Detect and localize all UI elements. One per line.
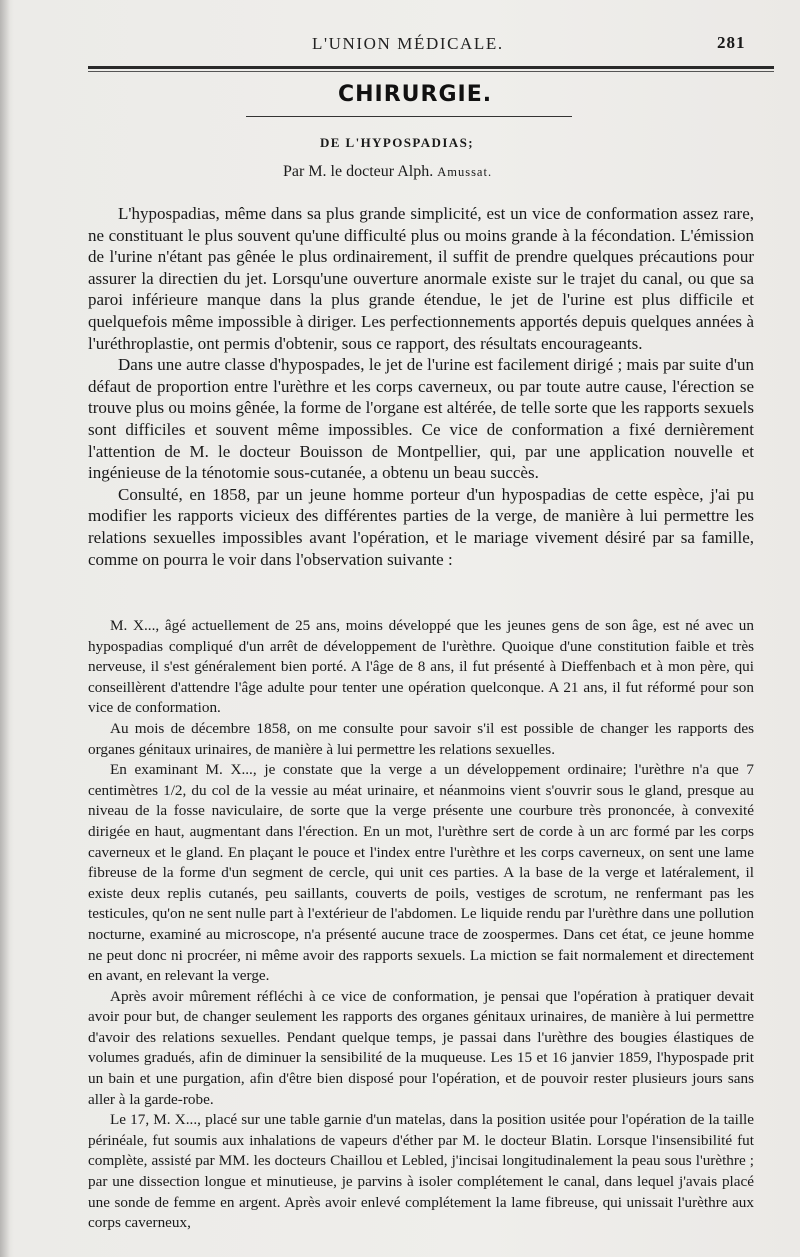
page-number: 281 <box>717 33 746 52</box>
running-head: L'UNION MÉDICALE. <box>312 34 504 53</box>
body-paragraph: Dans une autre classe d'hypospades, le jet de l'urine est facilement dirigé ; mais par suite d'un défaut de proportion entre l'urèthre et les corps caverneux, ou par toute autre cause, l'érection se trouve plus ou moins gênée, la forme de l'organe est altérée, de telle sorte que les rapports sexuels sont difficiles et souvent même impossibles. Ce vice de conformation a fixé dernièrement l'attention de M. le docteur Bouisson de Montpellier, qui, par une application nouvelle et ingénieuse de la ténotomie sous-cutanée, a obtenu un beau succès. <box>88 355 754 483</box>
article-title: DE L'HYPOSPADIAS; <box>320 135 474 150</box>
byline <box>283 163 492 181</box>
observation-paragraph: Après avoir mûrement réfléchi à ce vice de conformation, je pensai que l'opération à pratiquer devait avoir pour but, de changer seulement les rapports des organes génitaux urinaires, de manière à lui permettre d'avoir des relations sexuelles. Pendant quelque temps, je passai dans l'urèthre des bougies élastiques de volumes gradués, afin de diminuer la sensibilité de la muqueuse. Les 15 et 16 janvier 1859, l'hypospade prit un bain et une purgation, afin d'être bien disposé pour l'opération, et de pouvoir rester plusieurs jours sans aller à la garde-robe. <box>88 987 754 1108</box>
observation-section <box>88 616 754 1234</box>
header-rule-thin <box>88 71 774 72</box>
observation-paragraph: En examinant M. X..., je constate que la verge a un développement ordinaire; l'urèthre n'a que 7 centimètres 1/2, du col de la vessie au méat urinaire, et néanmoins vient s'ouvrir sous le gland, presque au niveau de la fosse naviculaire, de sorte que la verge présente une courbure très prononcée, à convexité dirigée en haut, augmentant dans l'érection. En un mot, l'urèthre sert de corde à un arc formé par les corps caverneux et le gland. En plaçant le pouce et l'index entre l'urèthre et les corps caverneux, on sent une lame fibreuse de la forme d'un segment de cercle, qui unit ces parties. A la base de la verge et latéralement, il existe deux replis cutanés, peu saillants, couverts de poils, vestiges de scrotum, ne renfermant pas les testicules, qu'on ne sent nulle part à l'extérieur de l'abdomen. Le liquide rendu par l'urèthre dans une pollution nocturne, examiné au microscope, n'a présenté aucune trace de zoospermes. Dans cet état, ce jeune homme ne peut donc ni procréer, ni même avoir des rapports sexuels. La miction se fait normalement et directement en avant, en relevant la verge. <box>88 761 754 985</box>
observation-paragraph: M. X..., âgé actuellement de 25 ans, moins développé que les jeunes gens de son âge, est né avec un hypospadias compliqué d'un arrêt de développement de l'urèthre. Quoique d'une constitution faible et très nerveuse, il s'est généralement bien porté. A l'âge de 8 ans, il fut présenté à Dieffenbach et à mon père, qui conseillèrent d'attendre l'âge adulte pour tenter une opération quelconque. A 21 ans, il fut réformé pour son vice de conformation. <box>88 617 754 717</box>
page-spine-shadow <box>0 0 10 1257</box>
observation-paragraph: Au mois de décembre 1858, on me consulte pour savoir s'il est possible de changer les rapports des organes génitaux urinaires, de manière à lui permettre les relations sexuelles. <box>88 719 754 758</box>
body-paragraph: L'hypospadias, même dans sa plus grande simplicité, est un vice de conformation assez rare, ne constituant le plus souvent qu'une difficulté plus ou moins grande à la fécondation. L'émission de l'urine n'étant pas gênée le plus ordinairement, il suffit de prendre quelques précautions pour assurer la directien du jet. Lorsqu'une ouverture anormale existe sur le trajet du canal, ou que sa paroi inférieure manque dans la plus grande étendue, le jet de l'urine est plus difficile et quelquefois même impossible à diriger. Les perfectionnements apportés depuis quelques années à l'uréthroplastie, ont permis d'obtenir, sous ce rapport, des résultats encourageants. <box>88 204 754 353</box>
byline-prefix: Par M. le docteur Alph. <box>283 163 438 180</box>
observation-paragraph: Le 17, M. X..., placé sur une table garnie d'un matelas, dans la position usitée pour l'opération de la taille périnéale, fut soumis aux inhalations de vapeurs d'éther par M. le docteur Blatin. Lorsque l'insensibilité fut complète, assisté par MM. les docteurs Chaillou et Lebled, j'incisai longitudinalement la peau sous l'urèthre ; par une dissection longue et minutieuse, je parvins à isoler complétement le canal, dans lequel j'avais placé une sonde de femme en argent. Après avoir enlevé complétement la lame fibreuse, qui unissait l'urèthre aux corps caverneux, <box>88 1111 754 1232</box>
header-rule <box>88 66 774 69</box>
section-title: CHIRURGIE. <box>338 82 493 107</box>
byline-author: Amussat. <box>437 165 493 179</box>
article-body <box>88 203 754 570</box>
body-paragraph: Consulté, en 1858, par un jeune homme porteur d'un hypospadias de cette espèce, j'ai pu modifier les rapports vicieux des différentes parties de la verge, de manière à lui permettre les relations sexuelles impossibles avant l'opération, et le mariage vivement désiré par sa famille, comme on pourra le voir dans l'observation suivante : <box>88 484 754 569</box>
section-title-underline <box>246 116 572 117</box>
